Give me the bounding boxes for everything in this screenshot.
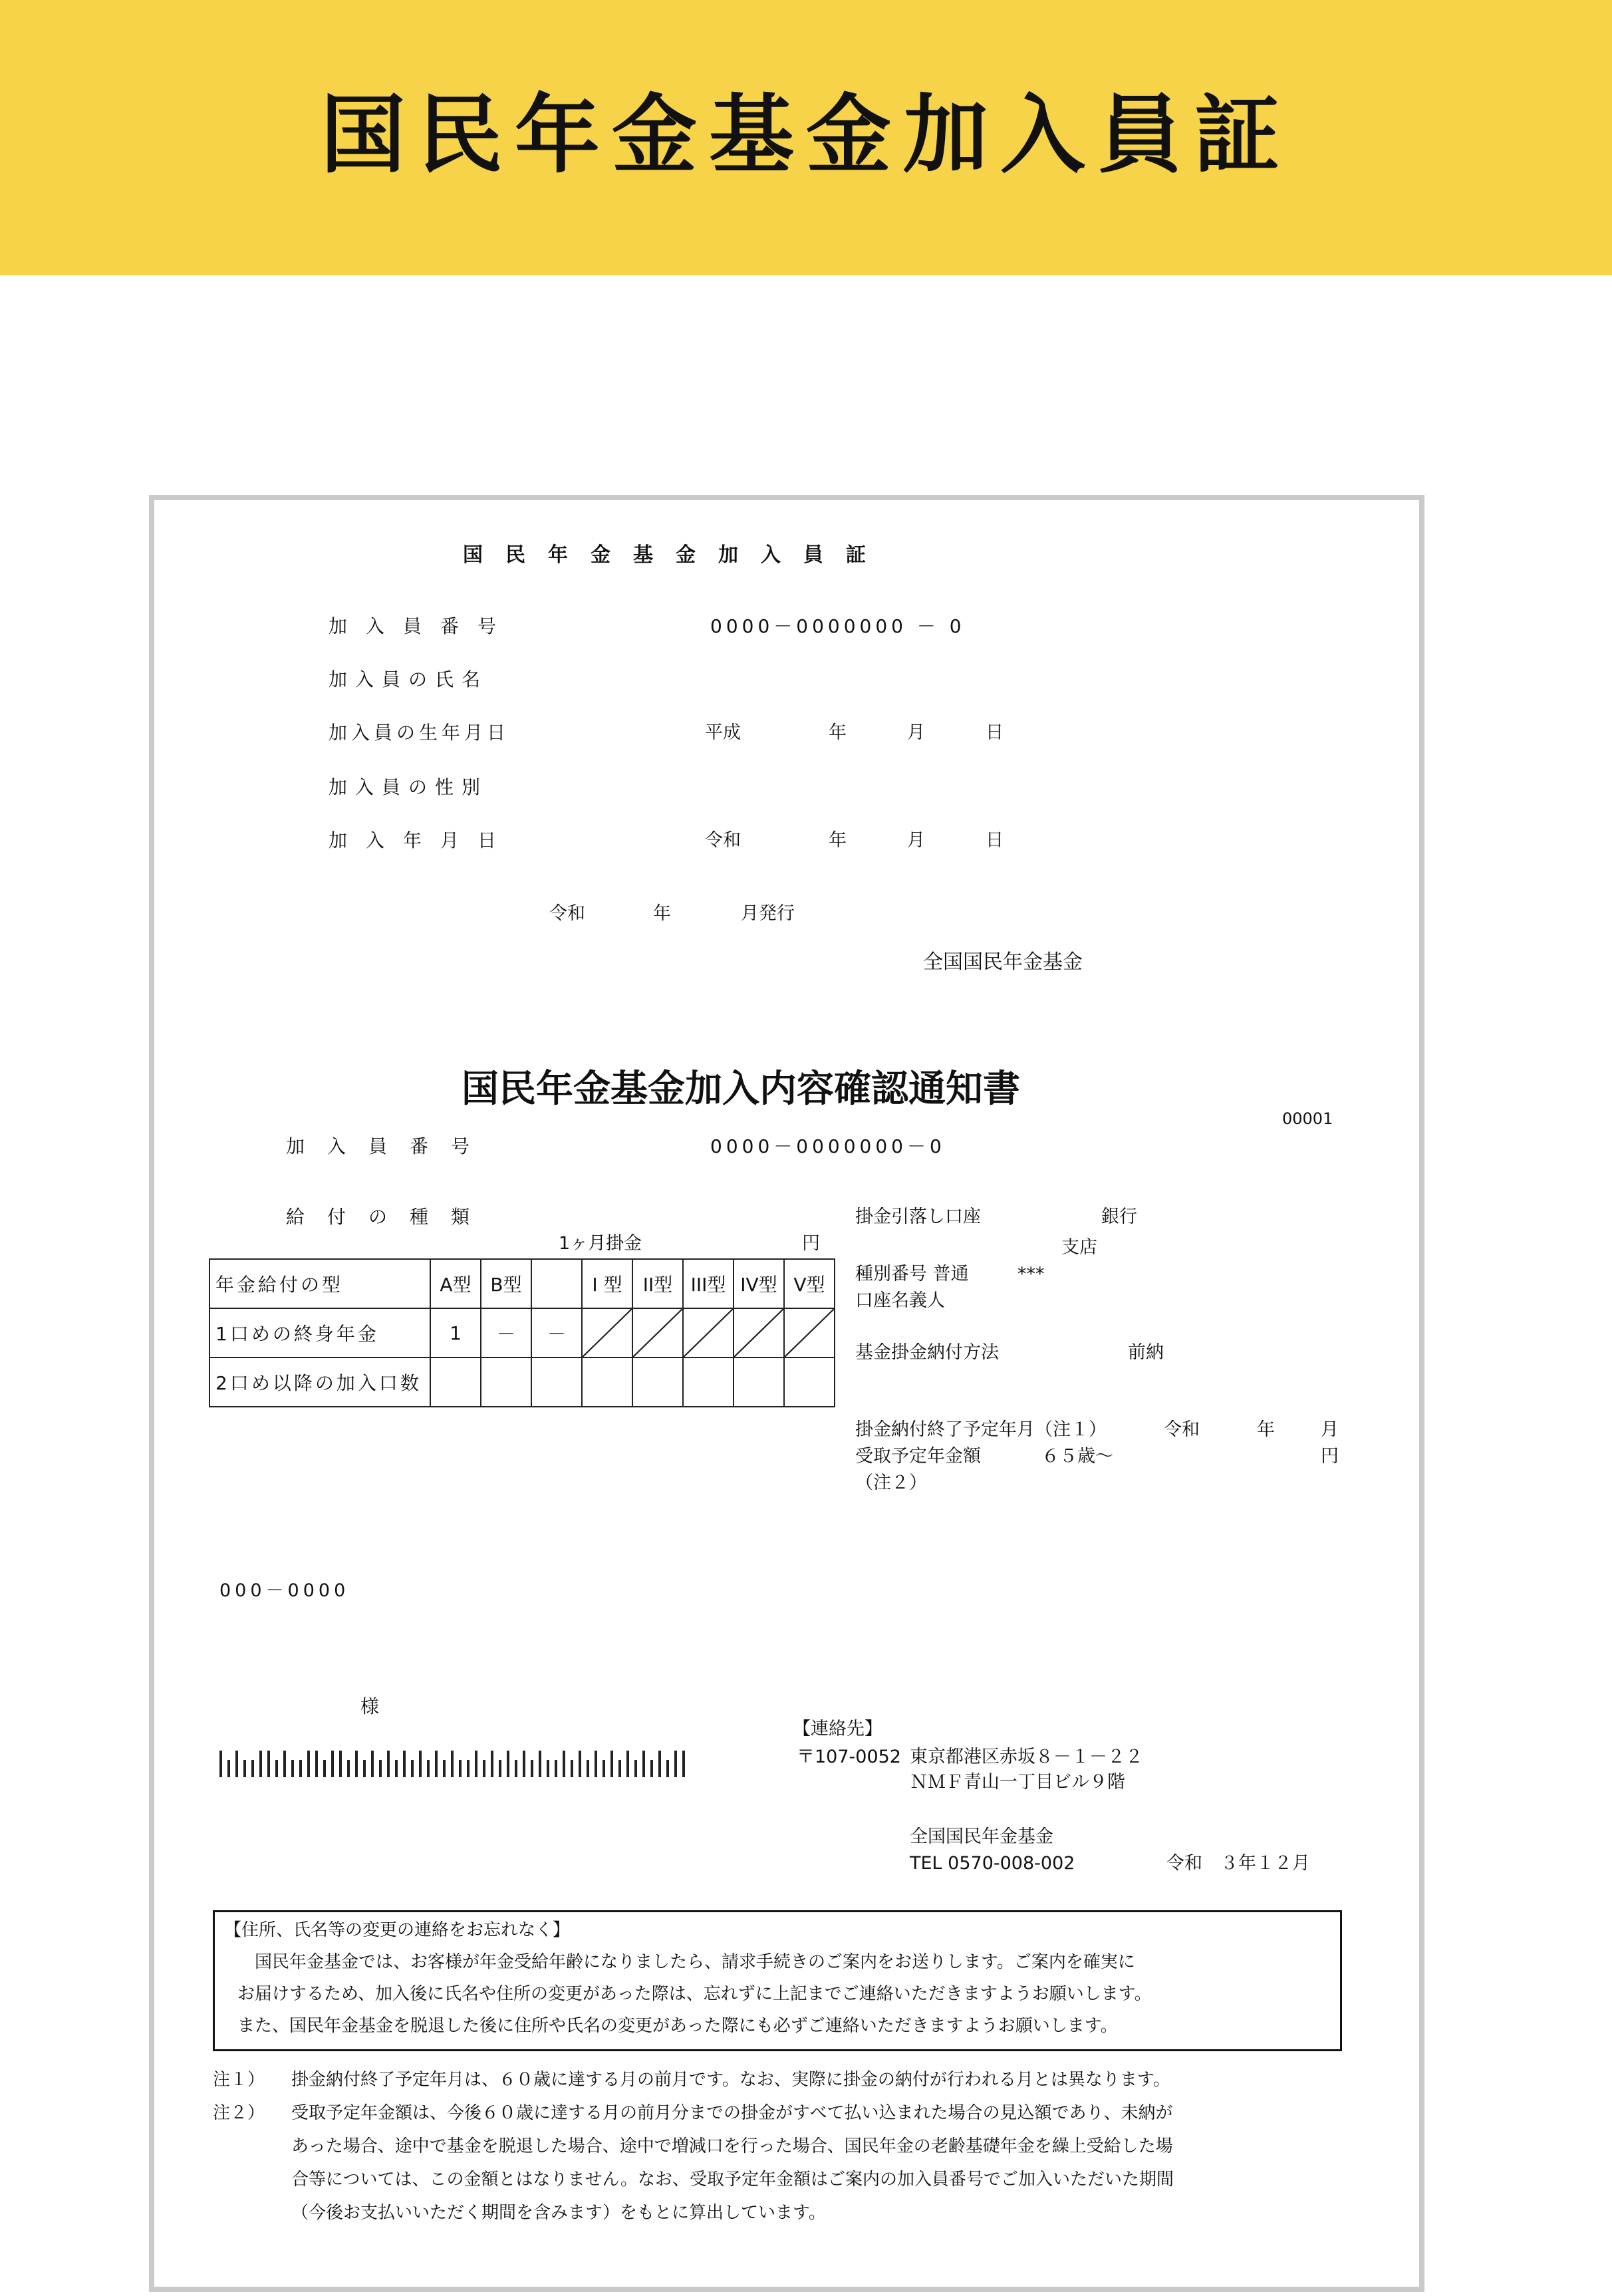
benefit-type-label: 給付の種類 xyxy=(286,1206,493,1228)
expected-amount-note: （注２） xyxy=(855,1473,927,1493)
table-cell xyxy=(734,1358,784,1407)
table-cell xyxy=(481,1358,531,1407)
table-cell: 1口めの終身年金 xyxy=(209,1308,430,1358)
table-header: B型 xyxy=(481,1259,531,1308)
gender-label: 加入員の性別 xyxy=(329,776,489,798)
issue-month: 月発行 xyxy=(741,903,795,924)
change-notice-box xyxy=(213,1910,1342,2051)
note-1-label: 注１） xyxy=(213,2070,265,2090)
table-cell-crossed xyxy=(734,1308,784,1358)
member-number-label: 加入員番号 xyxy=(329,615,515,637)
notice-title: 国民年金基金加入内容確認通知書 xyxy=(462,1068,1020,1111)
note-2-text: あった場合、途中で基金を脱退した場合、途中で増減口を行った場合、国民年金の老齢基礎年金を繰上受給した場 xyxy=(291,2136,1173,2156)
note-2-text: （今後お支払いいただく期間を含みます）をもとに算出しています。 xyxy=(291,2203,826,2223)
account-holder-label: 口座名義人 xyxy=(855,1290,945,1311)
join-date-label: 加入年月日 xyxy=(329,829,515,851)
birthdate-era: 平成 xyxy=(705,722,741,743)
table-header xyxy=(531,1259,582,1308)
expected-amount-age: ６５歳～ xyxy=(1041,1446,1113,1467)
birthdate-month: 月 xyxy=(907,722,925,743)
monthly-premium-label: 1ヶ月掛金 xyxy=(559,1233,642,1254)
page-title: 国民年金基金加入員証 xyxy=(320,86,1291,185)
monthly-premium-yen: 円 xyxy=(802,1233,820,1254)
payment-method-label: 基金掛金納付方法 xyxy=(855,1342,999,1363)
issue-year: 年 xyxy=(653,903,671,924)
member-name-label: 加入員の氏名 xyxy=(329,668,489,690)
note-2-text: 受取予定年金額は、今後６０歳に達する月の前月分までの掛金がすべて払い込まれた場合の見込額であり、未納が xyxy=(291,2103,1173,2123)
account-label: 掛金引落し口座 xyxy=(855,1207,981,1227)
birthdate-year: 年 xyxy=(829,722,847,743)
table-cell-crossed xyxy=(784,1308,835,1358)
contact-phone: TEL 0570-008-002 xyxy=(910,1853,1075,1874)
account-type-value: *** xyxy=(1017,1264,1045,1284)
table-cell xyxy=(784,1358,835,1407)
table-cell: 2口め以降の加入口数 xyxy=(209,1358,430,1407)
benefit-table xyxy=(209,1258,835,1407)
expected-amount-label: 受取予定年金額 xyxy=(855,1446,981,1467)
postal-code: 000－0000 xyxy=(219,1580,350,1601)
issuer-name: 全国国民年金基金 xyxy=(923,950,1083,974)
table-header: A型 xyxy=(430,1259,481,1308)
note-2-label: 注２） xyxy=(213,2103,265,2123)
table-header: IV型 xyxy=(734,1259,784,1308)
branch-suffix: 支店 xyxy=(1061,1237,1097,1258)
table-header: II型 xyxy=(632,1259,683,1308)
card-title: 国民年金基金加入員証 xyxy=(463,543,888,567)
contact-zip: 〒107-0052 xyxy=(797,1747,901,1767)
header-banner xyxy=(0,0,1612,275)
payment-method-value: 前納 xyxy=(1128,1342,1164,1363)
contact-address-2: ＮＭＦ青山一丁目ビル９階 xyxy=(910,1772,1125,1793)
join-date-era: 令和 xyxy=(705,830,741,851)
table-cell xyxy=(531,1358,582,1407)
contact-address-1: 東京都港区赤坂８－１－２２ xyxy=(910,1747,1143,1767)
table-row xyxy=(209,1308,835,1358)
document-image xyxy=(149,495,1424,2292)
notice-member-number-value: 0000－0000000－0 xyxy=(710,1135,946,1157)
table-row xyxy=(209,1259,835,1308)
payment-end-year: 年 xyxy=(1257,1419,1275,1440)
account-type-label: 種別番号 普通 xyxy=(855,1264,969,1284)
notice-member-number-label: 加入員番号 xyxy=(286,1135,493,1157)
addressee-suffix: 様 xyxy=(360,1695,380,1717)
notice-box-heading: 【住所、氏名等の変更の連絡をお忘れなく】 xyxy=(224,1920,571,1940)
contact-organization: 全国国民年金基金 xyxy=(910,1826,1053,1847)
table-cell-crossed xyxy=(632,1308,683,1358)
table-cell: 1 xyxy=(430,1308,481,1358)
member-number-value: 0000－0000000 － 0 xyxy=(710,615,966,637)
contact-heading: 【連絡先】 xyxy=(793,1719,882,1739)
table-header: I 型 xyxy=(582,1259,632,1308)
barcode-icon xyxy=(219,1751,686,1780)
contact-date: 令和 ３年１２月 xyxy=(1166,1853,1310,1874)
table-header: 年金給付の型 xyxy=(209,1259,430,1308)
table-row xyxy=(209,1358,835,1407)
notice-box-line: 国民年金基金では、お客様が年金受給年齢になりましたら、請求手続きのご案内をお送りします。ご案内を確実に xyxy=(255,1952,1135,1972)
bank-suffix: 銀行 xyxy=(1101,1207,1137,1227)
expected-amount-yen: 円 xyxy=(1321,1446,1339,1467)
table-cell xyxy=(683,1358,734,1407)
table-header: III型 xyxy=(683,1259,734,1308)
birthdate-label: 加入員の生年月日 xyxy=(329,722,510,744)
join-date-month: 月 xyxy=(907,830,925,851)
table-cell-crossed xyxy=(582,1308,632,1358)
table-cell xyxy=(430,1358,481,1407)
table-cell: － xyxy=(531,1308,582,1358)
notice-box-line: また、国民年金基金を脱退した後に住所や氏名の変更があった際にも必ずご連絡いただきますようお願いします。 xyxy=(237,2016,1118,2036)
join-date-day: 日 xyxy=(986,830,1004,851)
table-cell-crossed xyxy=(683,1308,734,1358)
note-1-text: 掛金納付終了予定年月は、６０歳に達する月の前月です。なお、実際に掛金の納付が行われる月とは異なります。 xyxy=(291,2070,1170,2090)
document-code: 00001 xyxy=(1282,1109,1333,1128)
table-cell: － xyxy=(481,1308,531,1358)
join-date-year: 年 xyxy=(829,830,847,851)
payment-end-month: 月 xyxy=(1321,1419,1339,1440)
table-header: V型 xyxy=(784,1259,835,1308)
notice-box-line: お届けするため、加入後に氏名や住所の変更があった際は、忘れずに上記までご連絡いただきますようお願いします。 xyxy=(237,1984,1152,2004)
birthdate-day: 日 xyxy=(986,722,1004,743)
payment-end-era: 令和 xyxy=(1164,1419,1200,1440)
payment-end-label: 掛金納付終了予定年月（注１） xyxy=(855,1419,1107,1440)
table-cell xyxy=(632,1358,683,1407)
note-2-text: 合等については、この金額とはなりません。なお、受取予定年金額はご案内の加入員番号でご加入いただいた期間 xyxy=(291,2170,1174,2190)
table-cell xyxy=(582,1358,632,1407)
issue-era: 令和 xyxy=(549,903,585,924)
